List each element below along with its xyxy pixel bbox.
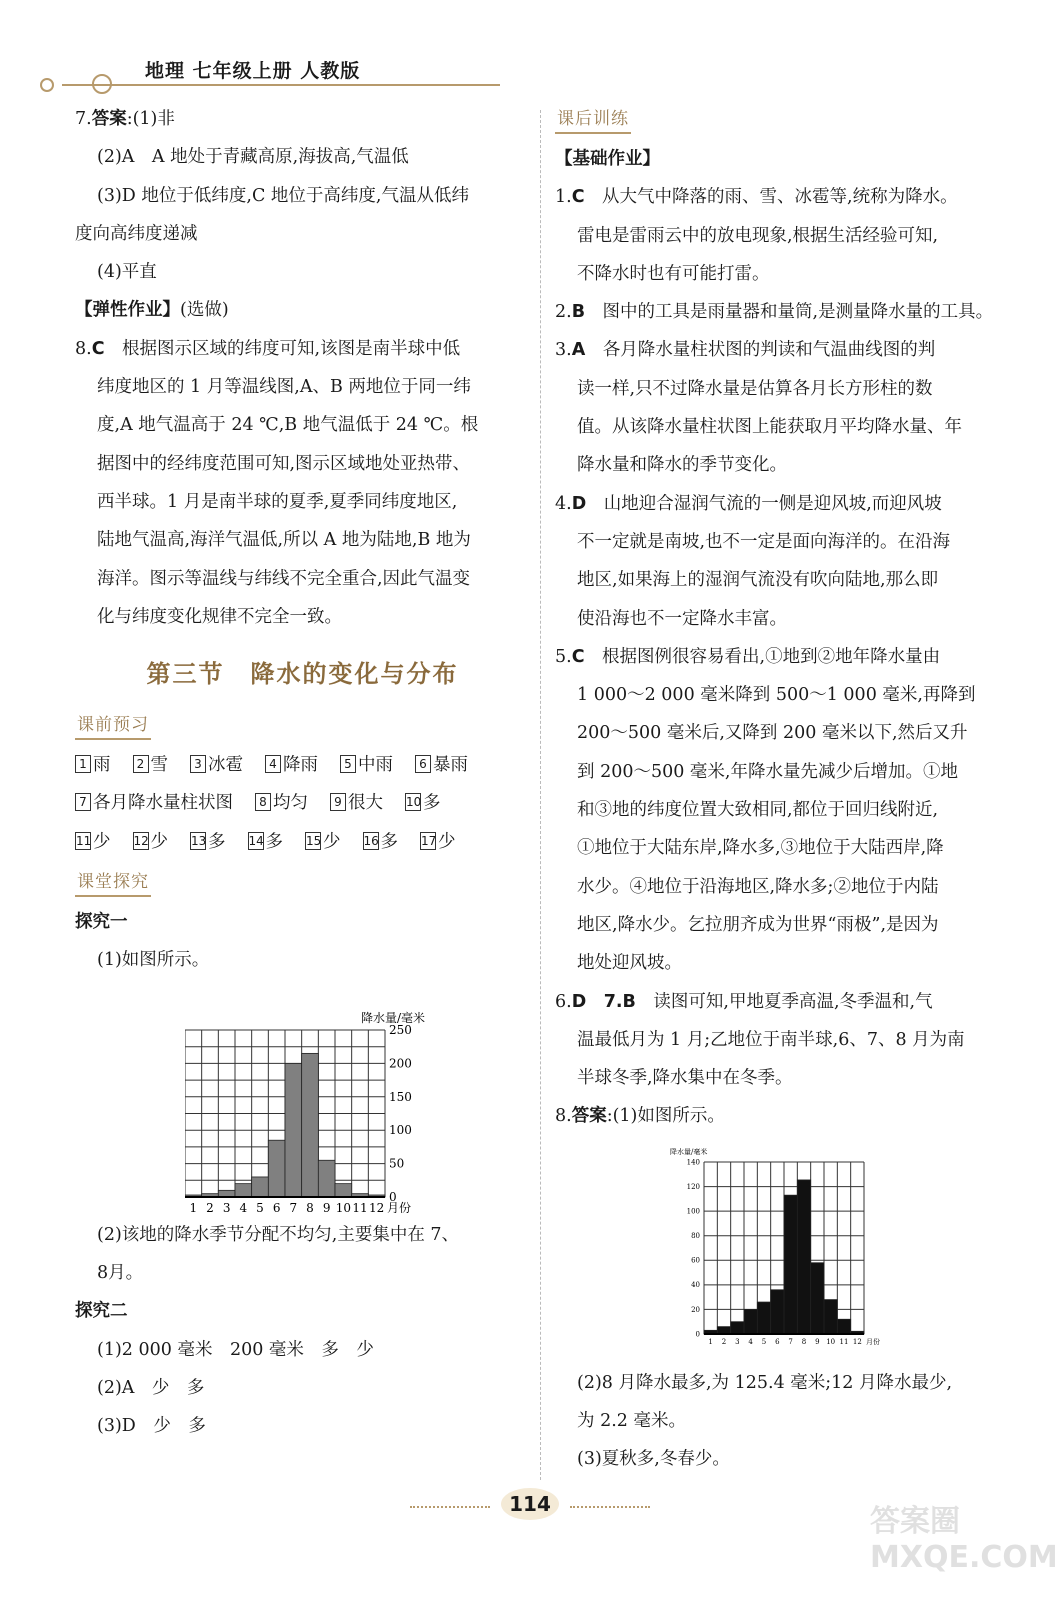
x-tick-label: 10 — [335, 1201, 351, 1215]
y-tick-label: 100 — [686, 1207, 700, 1216]
right-items — [555, 178, 1005, 1097]
blanks-row — [75, 784, 530, 822]
blank-number: 1 — [75, 755, 91, 773]
blank-text: 降雨 — [283, 755, 318, 776]
blank-answer — [305, 832, 341, 852]
bar — [837, 1319, 850, 1334]
answer-line: 5.C 根据图例很容易看出,①地到②地年降水量由 — [555, 646, 941, 667]
answer-line: 1.C 从大气中降落的雨、雪、冰雹等,统称为降水。 — [555, 187, 958, 208]
bar — [811, 1263, 824, 1334]
basic-homework-title: 【基础作业】 — [555, 149, 660, 169]
blank-number: 17 — [421, 833, 437, 848]
x-tick-label: 11 — [839, 1338, 849, 1346]
x-tick-label: 2 — [206, 1201, 214, 1215]
bar — [784, 1195, 797, 1334]
explore-two-line: (1)2 000 毫米 200 毫米 多 少 — [97, 1339, 374, 1360]
book-title: 地理 七年级上册 人教版 — [145, 60, 361, 82]
blank-text: 多 — [423, 793, 441, 814]
answer-line: 雷电是雷雨云中的放电现象,根据生活经验可知, — [577, 225, 939, 246]
x-tick-label: 2 — [721, 1338, 727, 1346]
answer-line: 地处迎风坡。 — [577, 953, 682, 974]
explore-one-line: (1)如图所示。 — [97, 950, 210, 971]
x-tick-label: 5 — [256, 1201, 264, 1215]
blank-text: 少 — [323, 831, 341, 852]
y-tick-label: 0 — [389, 1190, 397, 1204]
blank-number: 5 — [340, 755, 356, 773]
blank-answer — [330, 793, 383, 813]
precipitation-chart-1 — [185, 1008, 515, 1228]
y-tick-label: 40 — [691, 1281, 700, 1290]
answer-line: 半球冬季,降水集中在冬季。 — [577, 1068, 793, 1089]
page-number-box — [470, 1488, 590, 1520]
bar — [757, 1302, 770, 1334]
page-dots-left — [410, 1506, 490, 1508]
flex-homework-title: 【弹性作业】(选做) — [75, 300, 229, 321]
answer-line: 3.A 各月降水量柱状图的判读和气温曲线图的判 — [555, 340, 936, 361]
x-tick-label: 11 — [352, 1201, 368, 1215]
answer-line: ①地位于大陆东岸,降水多,③地位于大陆西岸,降 — [577, 838, 944, 859]
blank-number: 12 — [133, 833, 149, 848]
blank-number: 11 — [76, 833, 92, 848]
blank-number: 8 — [255, 793, 271, 811]
blank-text: 少 — [438, 831, 456, 852]
blank-answer — [190, 755, 243, 775]
blank-text: 少 — [150, 831, 168, 852]
y-tick-label: 50 — [389, 1156, 405, 1171]
blank-answer — [340, 755, 393, 775]
y-tick-label: 120 — [686, 1182, 700, 1191]
blank-answer — [415, 755, 468, 775]
blank-number: 10 — [406, 795, 422, 810]
blank-answer — [255, 793, 308, 813]
bar — [717, 1327, 730, 1334]
answer-line: 降水量和降水的季节变化。 — [577, 455, 787, 476]
q8-answer-line: 8.答案:(1)如图所示。 — [555, 1106, 725, 1127]
bar — [318, 1160, 335, 1197]
x-tick-label: 1 — [189, 1201, 198, 1215]
x-tick-label: 9 — [815, 1338, 820, 1346]
answer-line: 不降水时也有可能打雷。 — [577, 263, 770, 284]
q8-line: 化与纬度变化规律不完全一致。 — [97, 606, 342, 627]
blank-answer — [75, 793, 233, 813]
blank-number: 13 — [191, 833, 207, 848]
y-tick-label: 20 — [691, 1305, 700, 1314]
blank-answer — [248, 832, 284, 852]
bar — [302, 1053, 319, 1197]
blank-text: 暴雨 — [433, 755, 468, 776]
x-tick-label: 6 — [272, 1201, 281, 1215]
q7-line1: 7.答案:(1)非 — [75, 109, 175, 129]
y-axis-label: 降水量/毫米 — [670, 1148, 708, 1156]
x-tick-label: 8 — [801, 1338, 807, 1346]
bar — [335, 1184, 352, 1197]
answer-line: 水少。④地位于沿海地区,降水多;②地位于内陆 — [577, 876, 939, 897]
answer-line: 和③地的纬度位置大致相同,都位于回归线附近, — [577, 800, 939, 821]
page-number: 114 — [501, 1488, 559, 1520]
q8-line: 8.C 根据图示区域的纬度可知,该图是南半球中低 — [75, 338, 461, 359]
x-tick-label: 9 — [322, 1201, 331, 1215]
y-tick-label: 200 — [389, 1056, 412, 1071]
x-tick-label: 3 — [222, 1201, 231, 1215]
blank-answer — [265, 755, 318, 775]
blanks-row — [75, 823, 530, 861]
x-tick-label: 10 — [826, 1338, 836, 1346]
explore-two-line: (2)A 少 多 — [97, 1377, 205, 1398]
blanks-row — [75, 746, 530, 784]
answer-line: 不一定就是南坡,也不一定是面向海洋的。在沿海 — [577, 531, 951, 552]
blank-text: 雨 — [93, 755, 111, 776]
blank-answer — [75, 755, 111, 775]
header-deco-circle — [40, 78, 54, 92]
blank-text: 中雨 — [358, 755, 393, 776]
bar — [285, 1063, 302, 1197]
answer-line: 1 000～2 000 毫米降到 500～1 000 毫米,再降到 — [577, 685, 976, 706]
q8-answer-line: (3)夏秋多,冬春少。 — [577, 1449, 730, 1470]
y-tick-label: 0 — [695, 1330, 700, 1339]
blank-number: 3 — [190, 755, 206, 773]
bar — [731, 1322, 744, 1334]
answer-line: 地区,降水少。乞拉朋齐成为世界“雨极”,是因为 — [577, 914, 939, 935]
q8-line: 海洋。图示等温线与纬线不完全重合,因此气温变 — [97, 568, 471, 589]
bar — [744, 1309, 757, 1334]
y-tick-label: 150 — [389, 1089, 412, 1104]
blank-number: 15 — [306, 833, 322, 848]
q7-line3: (3)D 地位于低纬度,C 地位于高纬度,气温从低纬 — [97, 185, 469, 206]
blank-answer — [133, 755, 169, 775]
explore-two-line: (3)D 少 多 — [97, 1416, 206, 1437]
bar — [252, 1177, 269, 1197]
blank-text: 冰雹 — [208, 755, 243, 776]
bar — [268, 1140, 285, 1197]
bar — [218, 1190, 235, 1197]
x-tick-label: 3 — [735, 1338, 740, 1346]
y-tick-label: 60 — [691, 1256, 700, 1265]
q8-line: 西半球。1 月是南半球的夏季,夏季同纬度地区, — [97, 491, 458, 512]
blank-text: 雪 — [150, 755, 168, 776]
explore-one-title: 探究一 — [75, 912, 128, 933]
class-explore-tag: 课堂探究 — [75, 869, 151, 897]
explore-one-line: (2)该地的降水季节分配不均匀,主要集中在 7、 — [97, 1224, 460, 1245]
explore-two-title: 探究二 — [75, 1301, 128, 1322]
header-rule — [62, 84, 500, 86]
y-axis-label: 降水量/毫米 — [360, 1011, 425, 1025]
blank-answer — [363, 832, 399, 852]
answer-line: 值。从该降水量柱状图上能获取月平均降水量、年 — [577, 417, 962, 438]
y-tick-label: 100 — [389, 1123, 412, 1138]
blank-number: 9 — [330, 793, 346, 811]
x-tick-label: 7 — [788, 1338, 793, 1346]
x-tick-label: 5 — [761, 1338, 767, 1346]
blank-answer — [405, 793, 441, 813]
q8-line: 据图中的经纬度范围可知,图示区域地处亚热带、 — [97, 453, 471, 474]
left-column — [75, 100, 530, 1445]
blank-answer — [190, 832, 226, 852]
x-tick-label: 12 — [852, 1338, 862, 1346]
blank-number: 14 — [248, 833, 264, 848]
bar — [824, 1300, 837, 1334]
y-tick-label: 140 — [686, 1158, 700, 1167]
blank-number: 7 — [75, 793, 91, 811]
x-tick-label: 1 — [708, 1338, 713, 1346]
answer-line: 4.D 山地迎合湿润气流的一侧是迎风坡,而迎风坡 — [555, 493, 942, 514]
blank-answer — [420, 832, 456, 852]
answer-line: 200～500 毫米后,又降到 200 毫米以下,然后又升 — [577, 723, 968, 744]
x-tick-label: 8 — [306, 1201, 314, 1215]
column-divider — [540, 110, 541, 1480]
blank-number: 4 — [265, 755, 281, 773]
answer-line: 使沿海也不一定降水丰富。 — [577, 608, 787, 629]
blank-text: 各月降水量柱状图 — [93, 793, 233, 814]
blank-text: 多 — [208, 831, 226, 852]
section-title: 第三节 降水的变化与分布 — [146, 659, 459, 689]
x-tick-label: 6 — [775, 1338, 780, 1346]
q8-line: 纬度地区的 1 月等温线图,A、B 两地位于同一纬 — [97, 377, 471, 398]
q8-answer-line: (2)8 月降水最多,为 125.4 毫米;12 月降水最少, — [577, 1372, 953, 1393]
answer-line: 地区,如果海上的湿润气流没有吹向陆地,那么即 — [577, 570, 939, 591]
q7-line5: (4)平直 — [97, 262, 157, 283]
answer-line: 温最低月为 1 月;乙地位于南半球,6、7、8 月为南 — [577, 1029, 965, 1050]
bar — [235, 1184, 252, 1197]
explore-one-line: 8月。 — [97, 1262, 144, 1283]
q7-line4: 度向高纬度递减 — [75, 223, 198, 244]
blank-number: 2 — [133, 755, 149, 773]
bar — [771, 1290, 784, 1334]
precipitation-chart-2 — [670, 1138, 1010, 1348]
q7-line2: (2)A A 地处于青藏高原,海拔高,气温低 — [97, 147, 409, 168]
blank-number: 6 — [415, 755, 431, 773]
q8-answer-line: 为 2.2 毫米。 — [577, 1411, 686, 1432]
answer-line: 读一样,只不过降水量是估算各月长方形柱的数 — [577, 378, 933, 399]
blank-number: 16 — [363, 833, 379, 848]
blank-text: 少 — [93, 831, 111, 852]
x-tick-label: 12 — [369, 1201, 385, 1215]
y-tick-label: 250 — [389, 1023, 412, 1037]
blank-answer — [75, 832, 111, 852]
page-dots-right — [570, 1506, 650, 1508]
after-class-tag: 课后训练 — [555, 106, 631, 134]
blank-text: 均匀 — [273, 793, 308, 814]
x-tick-label: 4 — [748, 1338, 753, 1346]
x-tick-label: 4 — [239, 1201, 248, 1215]
blank-text: 多 — [265, 831, 283, 852]
right-column — [555, 100, 1005, 1479]
x-tick-label: 7 — [289, 1201, 298, 1215]
answer-line: 6.D 7.B 读图可知,甲地夏季高温,冬季温和,气 — [555, 991, 933, 1012]
y-tick-label: 80 — [691, 1232, 700, 1241]
blank-answer — [133, 832, 169, 852]
preview-tag: 课前预习 — [75, 712, 151, 740]
watermark: 答案圈 MXQE.COM — [870, 1504, 1058, 1575]
x-axis-unit: 月份 — [866, 1338, 880, 1346]
answer-line: 到 200～500 毫米,年降水量先减少后增加。①地 — [577, 761, 958, 782]
page-header — [40, 50, 500, 100]
blank-text: 多 — [380, 831, 398, 852]
bar — [797, 1180, 810, 1334]
x-axis-unit: 月份 — [387, 1201, 412, 1215]
q8-line: 陆地气温高,海洋气温低,所以 A 地为陆地,B 地为 — [97, 530, 471, 551]
answer-line: 2.B 图中的工具是雨量器和量筒,是测量降水量的工具。 — [555, 302, 994, 323]
blank-text: 很大 — [348, 793, 383, 814]
q8-line: 度,A 地气温高于 24 ℃,B 地气温低于 24 ℃。根 — [97, 415, 479, 436]
